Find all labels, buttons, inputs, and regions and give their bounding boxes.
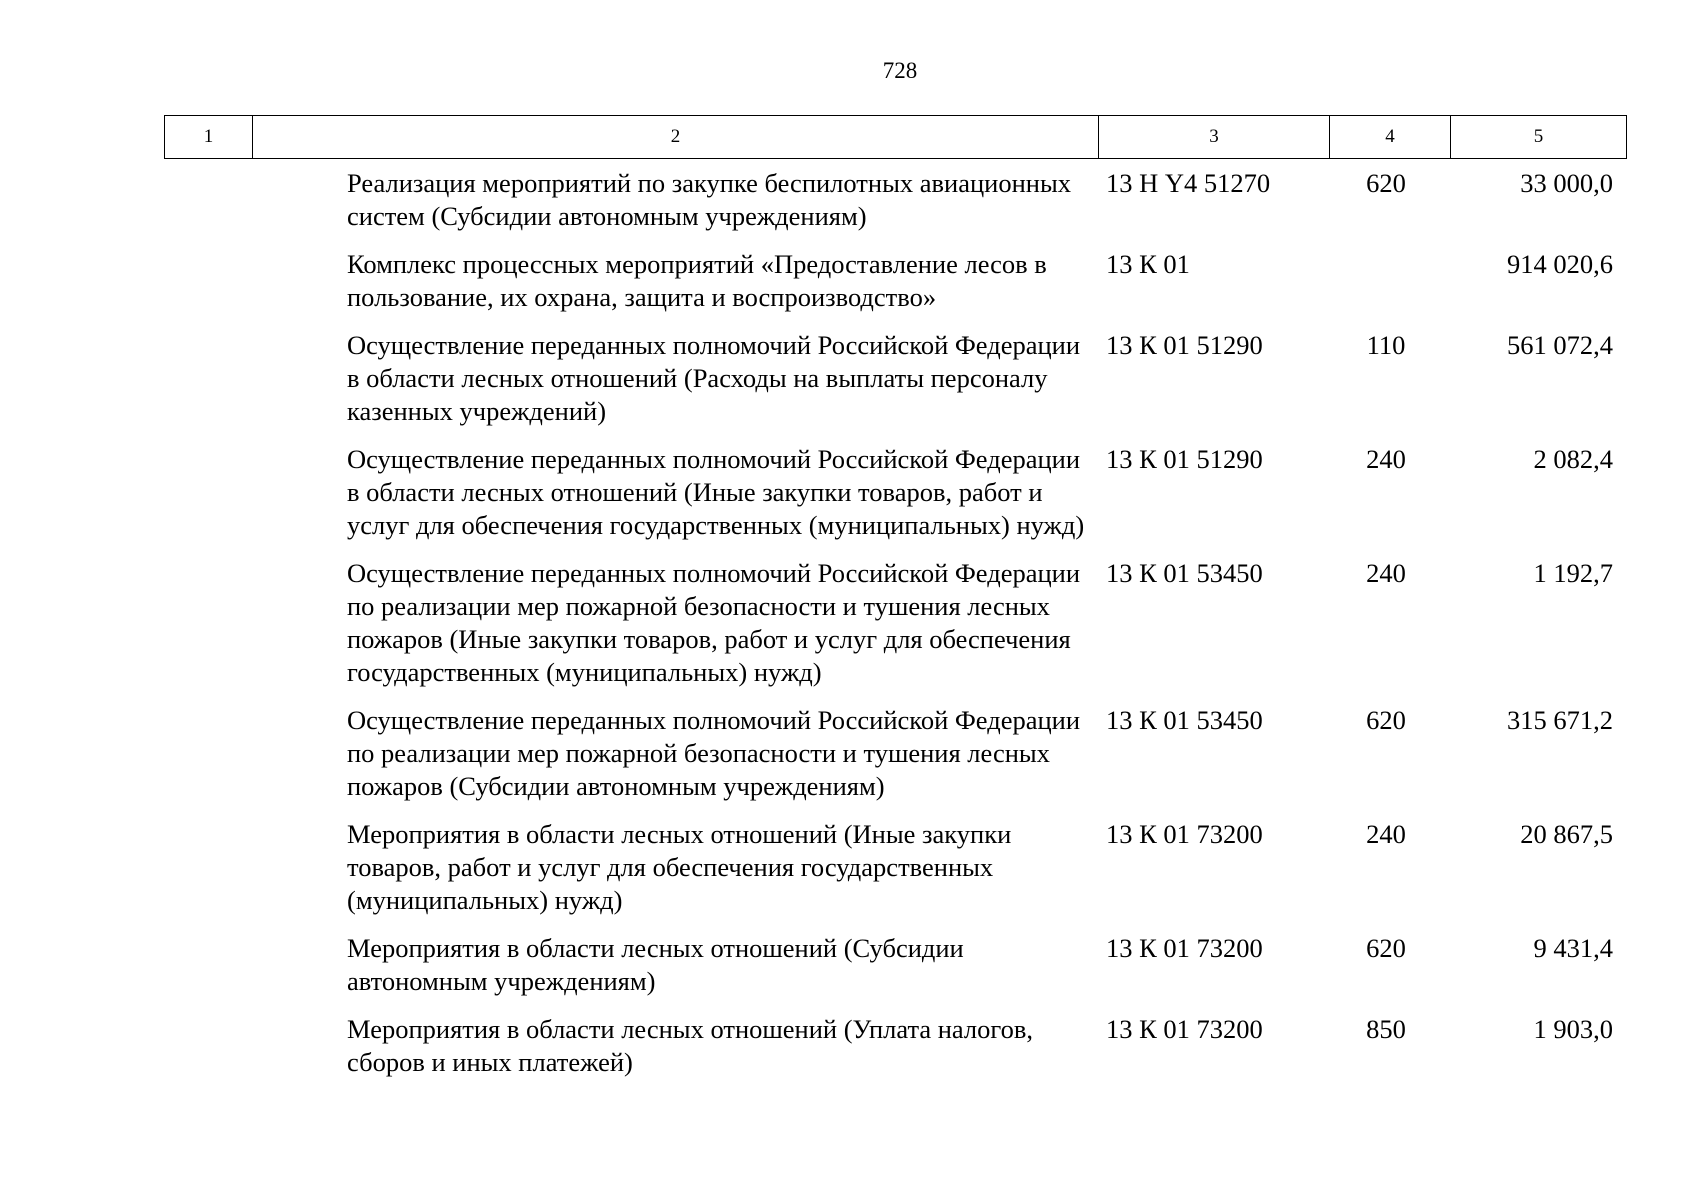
row-amount: 2 082,4: [1533, 444, 1613, 474]
row-amount: 914 020,6: [1507, 249, 1613, 279]
row-type: 620: [1366, 933, 1406, 963]
empty-cell: [164, 1013, 251, 1079]
table-row: [164, 818, 1621, 917]
row-code: 13 К 01 73200: [1106, 933, 1263, 963]
row-type: 240: [1366, 558, 1406, 588]
row-name: Мероприятия в области лесных отношений (Субсидии автономным учреждениям): [347, 933, 964, 996]
row-name: Осуществление переданных полномочий Российской Федерации в области лесных отношений (Иные закупки товаров, работ и услуг для обеспечения государственных (муниципальных) нужд): [347, 444, 1085, 540]
row-name: Осуществление переданных полномочий Российской Федерации по реализации мер пожарной безопасности и тушения лесных пожаров (Субсидии автономным учреждениям): [347, 705, 1081, 801]
header-cell-2: 2: [253, 116, 1099, 159]
empty-cell: [164, 704, 251, 803]
header-row: [165, 116, 1627, 159]
row-code: 13 К 01 53450: [1106, 558, 1263, 588]
row-type: 110: [1366, 330, 1406, 360]
header-cell-1: 1: [165, 116, 253, 159]
row-name: Комплекс процессных мероприятий «Предоставление лесов в пользование, их охрана, защита и воспроизводство»: [347, 249, 1047, 312]
page-number: 728: [882, 58, 918, 83]
row-type: [1326, 248, 1446, 314]
empty-cell: [164, 167, 251, 233]
row-name: Реализация мероприятий по закупке беспилотных авиационных систем (Субсидии автономным учреждениям): [347, 168, 1072, 231]
row-amount: 20 867,5: [1520, 819, 1613, 849]
row-type: 850: [1366, 1014, 1406, 1044]
empty-cell: [164, 557, 251, 689]
row-code: 13 К 01 51290: [1106, 444, 1263, 474]
row-code: 13 К 01 53450: [1106, 705, 1263, 735]
header-cell-3: 3: [1099, 116, 1330, 159]
table-row: [164, 1013, 1621, 1079]
empty-cell: [164, 443, 251, 542]
row-type: 620: [1366, 705, 1406, 735]
row-amount: 561 072,4: [1507, 330, 1613, 360]
row-amount: 33 000,0: [1520, 168, 1613, 198]
row-type: 620: [1366, 168, 1406, 198]
table-row: [164, 704, 1621, 803]
table-row: [164, 248, 1621, 314]
row-amount: 9 431,4: [1533, 933, 1613, 963]
header-cell-4: 4: [1330, 116, 1451, 159]
row-type: 240: [1366, 819, 1406, 849]
row-name: Мероприятия в области лесных отношений (Уплата налогов, сборов и иных платежей): [347, 1014, 1033, 1077]
row-name: Осуществление переданных полномочий Российской Федерации по реализации мер пожарной безопасности и тушения лесных пожаров (Иные закупки товаров, работ и услуг для обеспечения государственных (муниципальных) нужд): [347, 558, 1081, 687]
empty-cell: [164, 932, 251, 998]
row-amount: 1 903,0: [1533, 1014, 1613, 1044]
table-row: [164, 329, 1621, 428]
row-amount: 315 671,2: [1507, 705, 1613, 735]
row-code: 13 К 01 73200: [1106, 1014, 1263, 1044]
table-row: [164, 932, 1621, 998]
table-row: [164, 557, 1621, 689]
table-row: [164, 443, 1621, 542]
row-code: 13 К 01 51290: [1106, 330, 1263, 360]
row-code: 13 К 01 73200: [1106, 819, 1263, 849]
empty-cell: [164, 248, 251, 314]
empty-cell: [164, 818, 251, 917]
empty-cell: [164, 329, 251, 428]
header-cell-5: 5: [1451, 116, 1627, 159]
row-name: Осуществление переданных полномочий Российской Федерации в области лесных отношений (Расходы на выплаты персоналу казенных учреждений): [347, 330, 1081, 426]
row-code: 13 Н Y4 51270: [1106, 168, 1271, 198]
row-name: Мероприятия в области лесных отношений (Иные закупки товаров, работ и услуг для обеспечения государственных (муниципальных) нужд): [347, 819, 1012, 915]
row-type: 240: [1366, 444, 1406, 474]
table-body: [164, 167, 1621, 1094]
row-amount: 1 192,7: [1533, 558, 1613, 588]
table-header: [164, 115, 1627, 159]
row-code: 13 К 01: [1106, 249, 1190, 279]
table-row: [164, 167, 1621, 233]
